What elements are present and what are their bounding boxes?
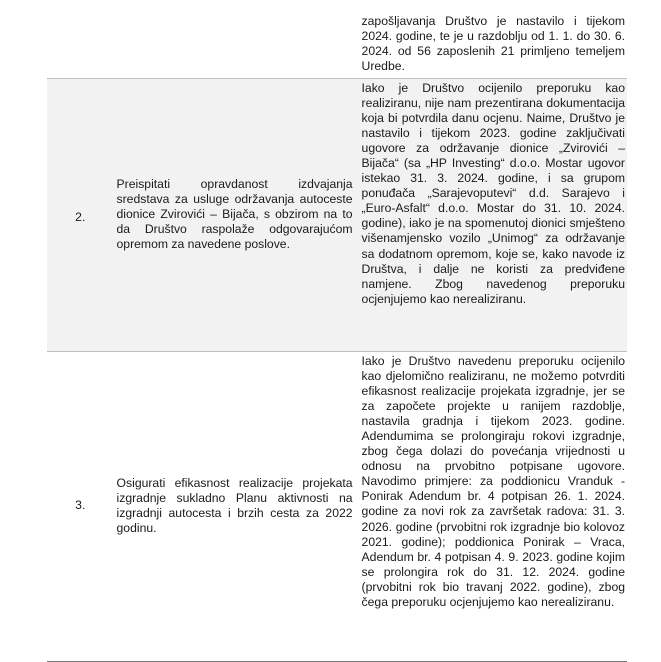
status-paragraph: zapošljavanja Društvo je nastavilo i tijekom 2024. godine, te je u razdoblju od 1. 1. do 30. 6. 2024. od 56 zaposlenih 21 primljeno temeljem Uredbe. xyxy=(361,14,625,74)
status-text xyxy=(358,0,627,78)
status-text xyxy=(358,78,627,351)
table-row-2 xyxy=(47,78,627,351)
row-number: 3. xyxy=(47,351,114,661)
table-row-3 xyxy=(47,351,627,661)
table-row-1-continued xyxy=(47,0,627,78)
status-paragraph: Iako je Društvo navedenu preporuku ocijenilo kao djelomično realiziranu, ne možemo potvrditi efikasnost realizacije projekata izgradnje, jer se za započete projekte u ranijem razdoblje, nastavila gradnja i tijekom 2023. godine. Adendumima se prolongiraju rokovi izgradnje, zbog čega dolazi do povećanja vrijednosti u odnosu na prvobitno potpisane ugovore. Navodimo primjere: za poddionicu Vranduk - Ponirak Adendum br. 4 potpisan 26. 1. 2024. godine za novi rok za završetak radova: 31. 3. 2026. godine (prvobitni rok izgradnje bio kolovoz 2021. godine); poddionica Ponirak – Vraca, Adendum br. 4 potpisan 4. 9. 2023. godine kojim se prolongira rok do 31. 12. 2024. godine (prvobitni rok bio travanj 2022. godine), zbog čega preporuku ocjenjujemo kao nerealiziranu. xyxy=(361,353,625,609)
recommendation-text xyxy=(114,351,358,661)
status-paragraph: Iako je Društvo ocijenilo preporuku kao realiziranu, nije nam prezentirana dokumentacija koja bi potvrdila danu ocjenu. Naime, Društvo je nastavilo i tijekom 2023. godine zaključivati ugovore za održavanje dionice „Zvirovići – Bijača“ (sa „HP Investing“ d.o.o. Mostar ugovor istekao 31. 3. 2024. godine, i sa grupom ponuđača „Sarajevoputevi“ d.d. Sarajevo i „Euro-Asfalt“ d.o.o. Mostar do 31. 10. 2024. godine), iako je na spomenutoj dionici smješteno višenamjensko vozilo „Unimog“ za održavanje sa dodatnom opremom, koje se, kako navode iz Društva, i dalje ne koristi za predviđene namjene. Zbog navedenog preporuku ocjenjujemo kao nerealiziranu. xyxy=(361,80,625,306)
recommendation-text xyxy=(114,78,358,351)
recommendation-paragraph: Osigurati efikasnost realizacije projekata izgradnje sukladno Planu aktivnosti na izgradnji autocesta i brzih cesta za 2022 godinu. xyxy=(116,475,353,536)
row-number: 2. xyxy=(47,78,114,351)
status-text xyxy=(358,351,627,661)
recommendation-text xyxy=(114,0,358,78)
recommendations-table xyxy=(47,0,627,662)
recommendation-paragraph: Preispitati opravdanost izdvajanja sredstava za usluge održavanja autoceste dionice Zvirovići – Bijača, s obzirom na to da Društvo raspolaže odgovarajućom opremom za navedene poslove. xyxy=(116,176,353,252)
row-number xyxy=(47,0,114,78)
